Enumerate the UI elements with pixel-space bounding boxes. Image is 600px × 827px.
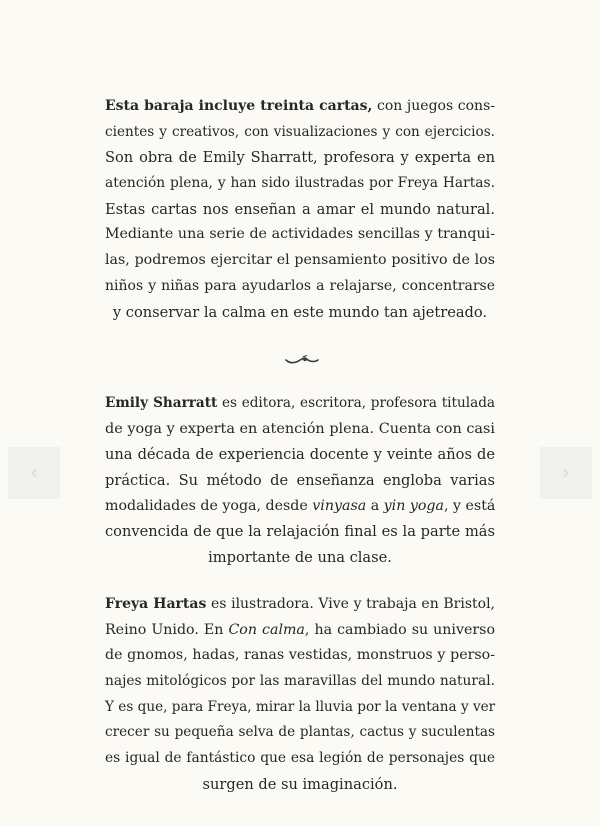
paragraph-line: Son obra de Emily Sharratt, profesora y experta en (105, 149, 495, 167)
paragraph-line: surgen de su imaginación. (202, 775, 398, 793)
intro-paragraph (105, 94, 495, 325)
paragraph-line: modalidades de yoga, desde vinyasa a yin yoga, y está (105, 497, 496, 514)
previous-page-button[interactable] (8, 447, 60, 499)
paragraph-line: práctica. Su método de enseñanza engloba varias (105, 472, 495, 490)
paragraph-line: atención plena, y han sido ilustradas por Freya Hartas. (105, 175, 495, 192)
paragraph-line: una década de experiencia docente y veinte años de (105, 446, 495, 464)
paragraph-line: de gnomos, hadas, ranas vestidas, monstruos y perso- (105, 647, 495, 664)
emily-name: Emily Sharratt (105, 395, 218, 411)
freya-bio-paragraph (105, 592, 495, 798)
paragraph-line: convencida de que la relajación final es la parte más (105, 523, 495, 541)
paragraph-line: crecer su pequeña selva de plantas, cactus y suculentas (105, 724, 495, 741)
freya-name: Freya Hartas (105, 596, 207, 612)
paragraph-line: Esta baraja incluye treinta cartas, con juegos cons- (105, 98, 495, 114)
paragraph-line: de yoga y experta en atención plena. Cuenta con casi (105, 420, 495, 437)
paragraph-line: las, podremos ejercitar el pensamiento positivo de los (105, 252, 495, 269)
paragraph-line: Y es que, para Freya, mirar la lluvia por la ventana y ver (105, 698, 496, 715)
paragraph-line: niños y niñas para ayudarlos a relajarse, concentrarse (105, 277, 495, 294)
intro-lead: Esta baraja incluye treinta cartas, (105, 98, 373, 114)
paragraph-line: cientes y creativos, con visualizaciones y con ejercicios. (105, 123, 495, 140)
paragraph-line: najes mitológicos por las maravillas del mundo natural. (105, 673, 495, 690)
paragraph-line: y conservar la calma en este mundo tan ajetreado. (112, 303, 488, 321)
paragraph-line: Mediante una serie de actividades sencillas y tranqui- (105, 226, 495, 243)
next-page-button[interactable] (540, 447, 592, 499)
ornament-divider-icon (284, 353, 320, 367)
paragraph-line: importante de una clase. (208, 549, 392, 567)
paragraph-line: Reino Unido. En Con calma, ha cambiado su universo (105, 621, 495, 638)
paragraph-line: Emily Sharratt es editora, escritora, profesora titulada (105, 395, 495, 411)
paragraph-line: Estas cartas nos enseñan a amar el mundo natural. (105, 200, 495, 218)
emily-bio-paragraph (105, 391, 495, 571)
arrow-left-icon: ‹ (30, 460, 38, 484)
paragraph-line: Freya Hartas es ilustradora. Vive y trabaja en Bristol, (105, 596, 495, 612)
paragraph-line: es igual de fantástico que esa legión de personajes que (105, 750, 495, 767)
arrow-right-icon: › (562, 460, 570, 484)
